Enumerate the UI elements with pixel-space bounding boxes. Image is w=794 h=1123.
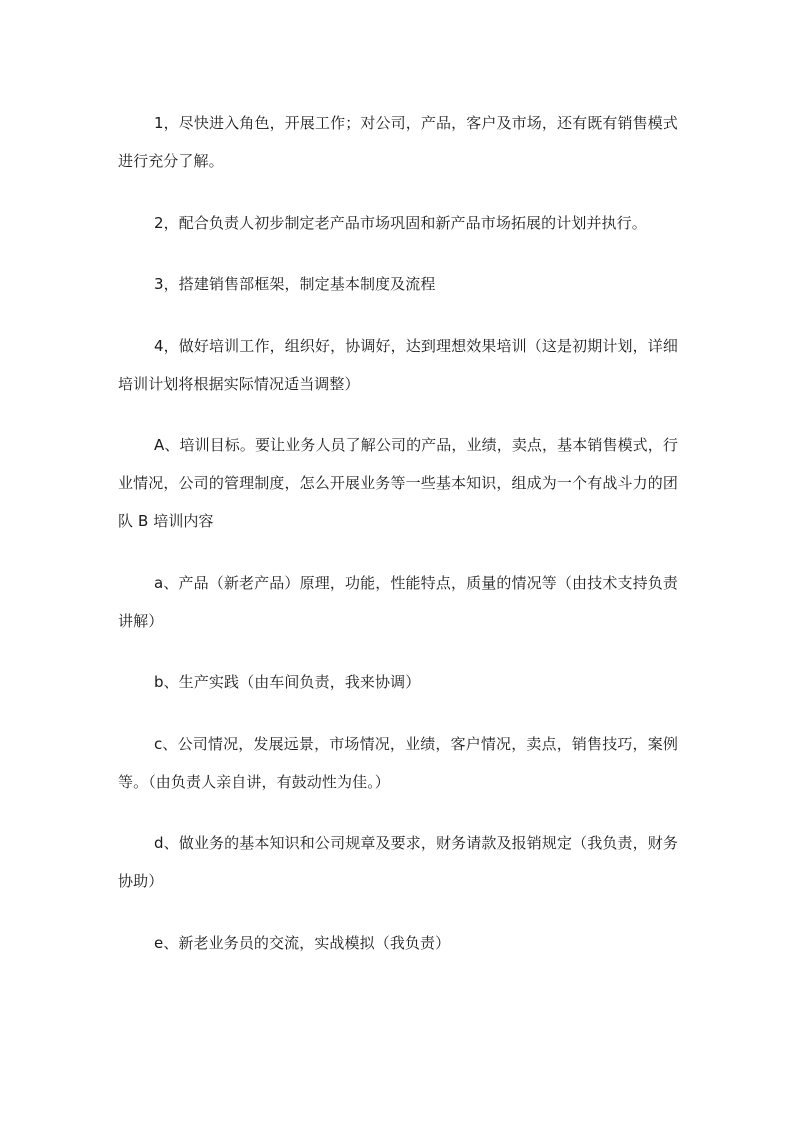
paragraph-training-d: d、做业务的基本知识和公司规章及要求，财务请款及报销规定（我负责，财务协助） [118,834,678,890]
paragraph-training-a: a、产品（新老产品）原理，功能，性能特点，质量的情况等（由技术支持负责讲解） [118,573,678,630]
paragraph-training-e: e、新老业务员的交流，实战模拟（我负责） [154,933,451,952]
paragraph-item-4: 4，做好培训工作，组织好，协调好，达到理想效果培训（这是初期计划，详细培训计划将根据实际情况适当调整） [118,336,678,393]
paragraph-item-2: 2，配合负责人初步制定老产品市场巩固和新产品市场拓展的计划并执行。 [154,213,647,232]
paragraph-item-1: 1，尽快进入角色，开展工作；对公司，产品，客户及市场，还有既有销售模式进行充分了解。 [118,114,678,170]
paragraph-training-b: b、生产实践（由车间负责，我来协调） [154,673,421,691]
paragraph-training-c: c、公司情况，发展远景，市场情况，业绩，客户情况，卖点，销售技巧，案例等。（由负责人亲自讲，有鼓动性为佳。） [118,734,678,791]
paragraph-item-3: 3，搭建销售部框架，制定基本制度及流程 [154,275,436,293]
document-body [118,104,678,985]
paragraph-training-goal: A、培训目标。要让业务人员了解公司的产品，业绩，卖点，基本销售模式，行业情况，公司的管理制度，怎么开展业务等一些基本知识，组成为一个有战斗力的团队 B 培训内容 [118,436,678,530]
